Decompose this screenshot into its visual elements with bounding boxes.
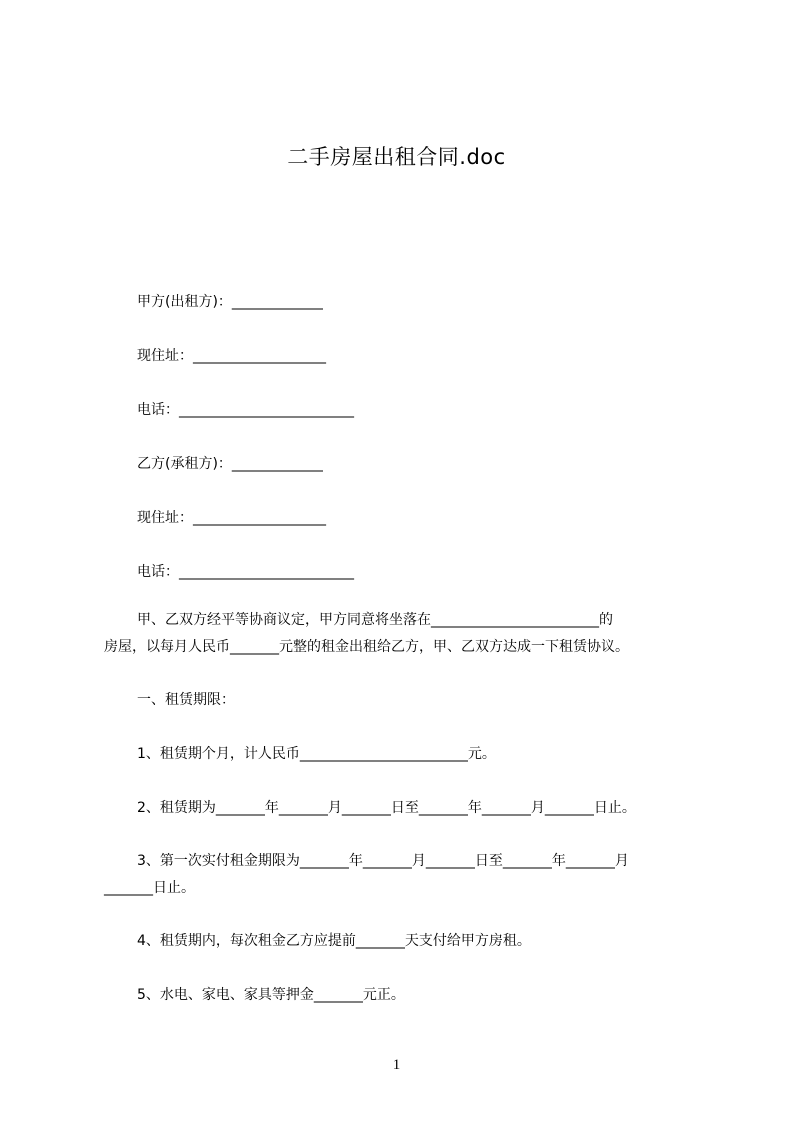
page-number: 1 [392, 1057, 401, 1073]
party-a-phone: 电话：_________________________ [137, 402, 354, 418]
party-b-label: 乙方(承租方)：_____________ [137, 456, 323, 472]
term-item-3-line-1: 3、第一次实付租金期限为_______年_______月_______日至_______年_______月 [137, 853, 629, 869]
party-b-address: 现住址：___________________ [137, 510, 326, 526]
term-item-1: 1、租赁期个月，计人民币________________________元。 [137, 746, 496, 762]
party-a-label: 甲方(出租方)：_____________ [137, 294, 323, 310]
term-item-3-line-2: _______日止。 [104, 880, 195, 896]
intro-paragraph-line-1: 甲、乙双方经平等协商议定，甲方同意将坐落在________________________的 [137, 612, 613, 628]
term-item-4: 4、租赁期内，每次租金乙方应提前_______天支付给甲方房租。 [137, 933, 531, 949]
term-item-5: 5、水电、家电、家具等押金_______元正。 [137, 987, 405, 1003]
document-title: 二手房屋出租合同.doc [287, 145, 506, 169]
party-a-address: 现住址：___________________ [137, 348, 326, 364]
term-item-2: 2、租赁期为_______年_______月_______日至_______年_______月_______日止。 [137, 800, 636, 816]
intro-paragraph-line-2: 房屋，以每月人民币_______元整的租金出租给乙方，甲、乙双方达成一下租赁协议。 [104, 639, 629, 655]
section-1-heading: 一、租赁期限： [137, 692, 235, 708]
party-b-phone: 电话：_________________________ [137, 564, 354, 580]
